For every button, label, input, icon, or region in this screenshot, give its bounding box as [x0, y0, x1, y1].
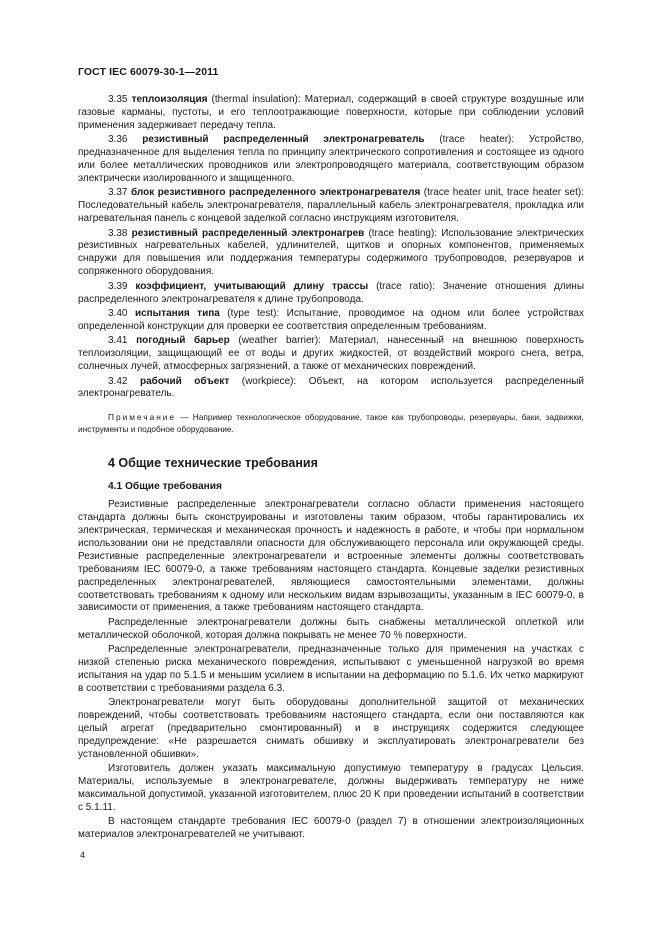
term: испытания типа	[134, 308, 220, 319]
term: резистивный распределенный электронагреватель	[142, 134, 425, 146]
definition-text: (trace heater unit, trace heater set): Последовательный кабель электронагревателя, параллельный кабель электронагревателя, прокладка или нагревательная панель с концевой заделкой согласно инструкциям изготовителя.	[78, 187, 585, 225]
term: коэффициент, учитывающий длину трассы	[135, 280, 369, 292]
definition-text: (workpiece): Объект, на котором используется распределенный электронагреватель.	[78, 375, 584, 400]
page-number: 4	[80, 850, 86, 860]
requirements-body	[78, 499, 584, 842]
definition-text: (trace heater): Устройство, предназначенное для выделения тепла по принципу электрического сопротивления и состоящее из одного или более металлических проводников или электропроводящего материала, соответствующим образом электрически изолированного и защищенного.	[78, 134, 584, 184]
subsection-heading: 4.1 Общие требования	[108, 481, 222, 493]
definitions-list	[78, 94, 584, 401]
definition-text: (weather barrier): Материал, нанесенный на внешнюю поверхность теплоизоляции, защищающий ее от воды и других жидкостей, от воздействий мокрого снега, ветра, солнечных лучей, атмосферных загрязнений, а также от механических повреждений.	[78, 335, 585, 373]
definition-3-40: 3.40 испытания типа (type test): Испытание, проводимое на одном или более устройствах определенной конструкции для проверки ее соответствия определенным требованиям.	[78, 308, 584, 332]
note-text: — Например технологическое оборудование, такое как трубопроводы, резервуары, баки, задвижки, инструменты и подобное оборудование.	[78, 412, 584, 434]
paragraph: Распределенные электронагреватели, предназначенные только для применения на участках с низкой степенью риска механического повреждения, испытывают с уменьшенной нагрузкой во время испытания на удар по 5.1.5 и меньшим усилием в испытании на деформацию по 5.1.6. Их четко маркируют в соответствии с требованиями раздела 6.3.	[78, 644, 584, 694]
definition-3-41: 3.41 погодный барьер (weather barrier): Материал, нанесенный на внешнюю поверхность теплоизоляции, защищающий ее от воды и других жидкостей, от воздействий мокрого снега, ветра, солнечных лучей, атмосферных загрязнений, а также от механических повреждений.	[78, 335, 585, 373]
definition-text: (trace heating): Использование электрических резистивных нагревательных кабелей, удлинителей, щитков и опорных компонентов, применяемых снаружи для повышения или поддержания температуры содержимого трубопроводов, резервуаров и сопряженного оборудования.	[78, 227, 585, 278]
page-header: ГОСТ IEC 60079-30-1—2011	[78, 66, 219, 78]
definition-3-42: 3.42 рабочий объект (workpiece): Объект, на котором используется распределенный электронагреватель.	[78, 375, 584, 400]
term: погодный барьер	[136, 335, 230, 347]
section-heading: 4 Общие технические требования	[108, 456, 318, 471]
definition-3-37: 3.37 блок резистивного распределенного электронагревателя (trace heater unit, trace heater set): Последовательный кабель электронагревателя, параллельный кабель электронагревателя, прокладка или нагревательная панель с концевой заделкой согласно инструкциям изготовителя.	[78, 187, 585, 225]
note-label: Примечание	[108, 412, 177, 423]
definition-3-35: 3.35 теплоизоляция (thermal insulation): Материал, содержащий в своей структуре воздушные или газовые карманы, пустоты, и его теплоотражающие поверхности, которые при соблюдении условий применения задерживает передачу тепла.	[78, 94, 585, 131]
definition-text: (trace ratio): Значение отношения длины распределенного электронагревателя к длине трубопровода.	[78, 280, 585, 305]
definition-text: (thermal insulation): Материал, содержащий в своей структуре воздушные или газовые карманы, пустоты, и его теплоотражающие поверхности, которые при соблюдении условий применения задерживает передачу тепла.	[78, 94, 585, 131]
definition-3-36: 3.36 резистивный распределенный электронагреватель (trace heater): Устройство, предназначенное для выделения тепла по принципу электрического сопротивления и состоящее из одного или более металлических проводников или электропроводящего материала, соответствующим образом электрически изолированного и защищенного.	[78, 134, 584, 184]
term: блок резистивного распределенного электронагревателя	[130, 187, 421, 199]
term: рабочий объект	[139, 375, 230, 387]
note	[78, 412, 584, 435]
paragraph: Распределенные электронагреватели должны быть снабжены металлической оплеткой или металлической оболочкой, которая должна покрывать не менее 70 % поверхности.	[78, 616, 584, 641]
paragraph: Изготовитель должен указать максимальную допустимую температуру в градусах Цельсия. Материалы, используемые в электронагревателе, должны выдерживать температуру не ниже максимальной допустимой, указанной изготовителем, плюс 20 K при проведении испытаний в соответствии с 5.1.11.	[78, 763, 584, 813]
paragraph: В настоящем стандарте требования IEC 60079-0 (раздел 7) в отношении электроизоляционных материалов электронагревателей не учитывают.	[78, 816, 584, 841]
definition-3-39: 3.39 коэффициент, учитывающий длину трассы (trace ratio): Значение отношения длины распределенного электронагревателя к длине трубопровода.	[78, 280, 585, 305]
term: теплоизоляция	[131, 94, 208, 105]
definition-text: (type test): Испытание, проводимое на одном или более устройствах определенной конструкции для проверки ее соответствия определенным требованиям.	[78, 308, 584, 332]
term: резистивный распределенный электронагрев	[131, 227, 365, 239]
page-content	[78, 94, 584, 842]
paragraph: Электронагреватели могут быть оборудованы дополнительной защитой от механических повреждений, чтобы соответствовать требованиям настоящего стандарта, если они поставляются как целый агрегат (предварительно смонтированный) и в инструкциях содержится следующее предупреждение: «Не разрешается снимать обшивку и эксплуатировать электронагреватели без установленной обшивки».	[78, 697, 584, 760]
definition-3-38: 3.38 резистивный распределенный электронагрев (trace heating): Использование электрических резистивных нагревательных кабелей, удлинителей, щитков и опорных компонентов, применяемых снаружи для повышения или поддержания температуры содержимого трубопроводов, резервуаров и сопряженного оборудования.	[78, 227, 585, 278]
paragraph: Резистивные распределенные электронагреватели согласно области применения настоящего стандарта должны быть сконструированы и изготовлены таким образом, чтобы гарантировались их электрическая, термическая и механическая прочность и надежность в работе, и чтобы при нормальном использовании они не представляли опасности для обслуживающего персонала или окружающей среды. Резистивные распределенные электронагреватели и встроенные элементы должны соответствовать требованиям IEC 60079-0, а также требованиям настоящего стандарта. Концевые заделки резистивных распределенных электронагревателей, являющиеся самостоятельными элементами, должны соответствовать требованиям к одному или нескольким видам взрывозащиты, указанным в IEC 60079-0, в зависимости от применения, а также требованиям настоящего стандарта.	[78, 499, 584, 614]
